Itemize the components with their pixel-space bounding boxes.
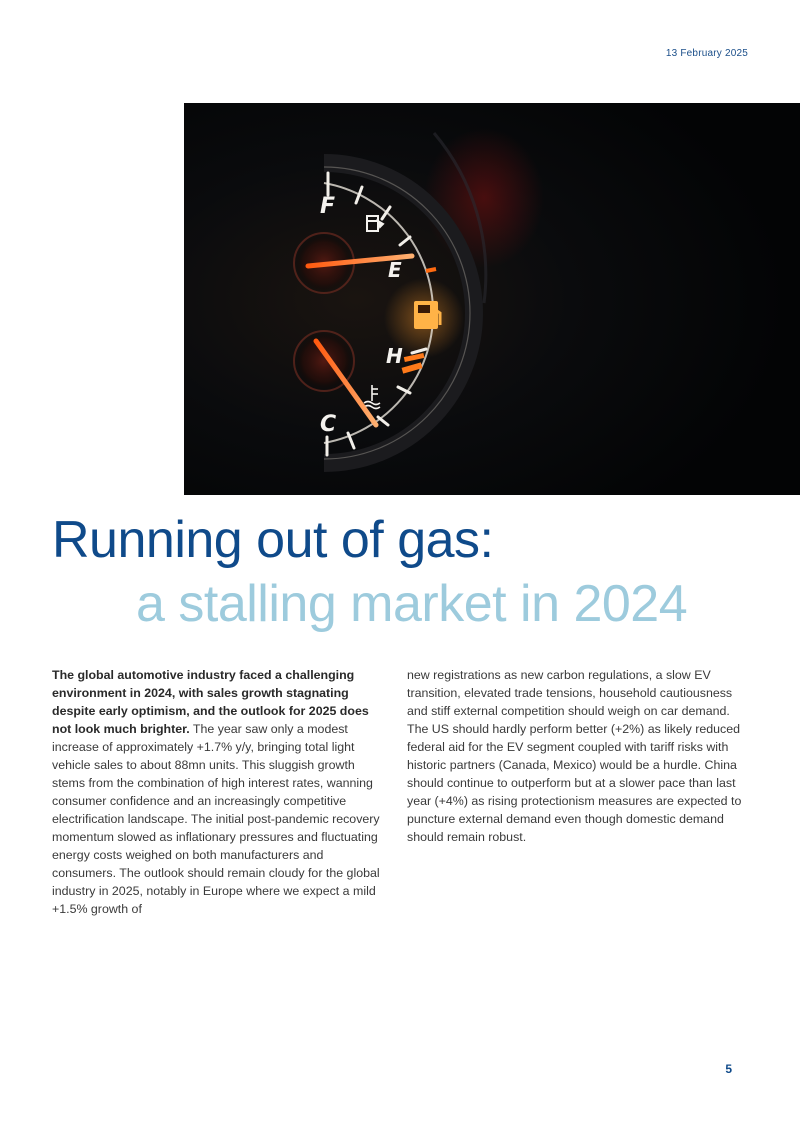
gauge-empty-label: E <box>388 258 402 282</box>
body-paragraph-left <box>52 666 384 918</box>
body-column-left <box>52 666 384 918</box>
hero-image-fuel-gauge <box>184 103 800 495</box>
fuel-warning-icon <box>414 301 440 329</box>
gauge-hot-label: H <box>386 344 403 368</box>
page-title-line-1: Running out of gas: <box>52 511 494 569</box>
left-column-text: The year saw only a modest increase of approximately +1.7% y/y, bringing total light vehicle sales to about 88mn units. This sluggish growth stems from the combination of high interest rates, wanning consumer confidence and an increasingly competitive electrification landscape. The initial post-pandemic recovery momentum slowed as inflationary pressures and fluctuating energy costs weighed on both manufacturers and consumers. The outlook should remain cloudy for the global industry in 2025, notably in Europe where we expect a mild +1.5% growth of <box>52 722 380 916</box>
right-column-text: new registrations as new carbon regulations, a slow EV transition, elevated trade tensions, household cautiousness and stiff external competition should weigh on car demand. The US should hardly perform better (+2%) as likely reduced federal aid for the EV segment coupled with tariff risks with historic partners (Canada, Mexico) would be a hurdle. China should continue to outperform but at a slower pace than last year (+4%) as rising protectionism measures are expected to puncture external demand even though domestic demand should remain robust. <box>407 668 742 844</box>
gauge-full-label: F <box>320 194 336 219</box>
report-date: 13 February 2025 <box>665 48 748 59</box>
body-column-right <box>407 666 752 846</box>
lead-sentence: The global automotive industry faced a challenging environment in 2024, with sales growth stagnating despite early optimism, and the outlook for 2025 does not look much brighter. <box>52 668 369 736</box>
page-title-line-2: a stalling market in 2024 <box>136 575 688 633</box>
gauge-cold-label: C <box>320 412 337 437</box>
fuel-gauge-illustration <box>184 103 800 495</box>
page-number: 5 <box>725 1062 732 1076</box>
